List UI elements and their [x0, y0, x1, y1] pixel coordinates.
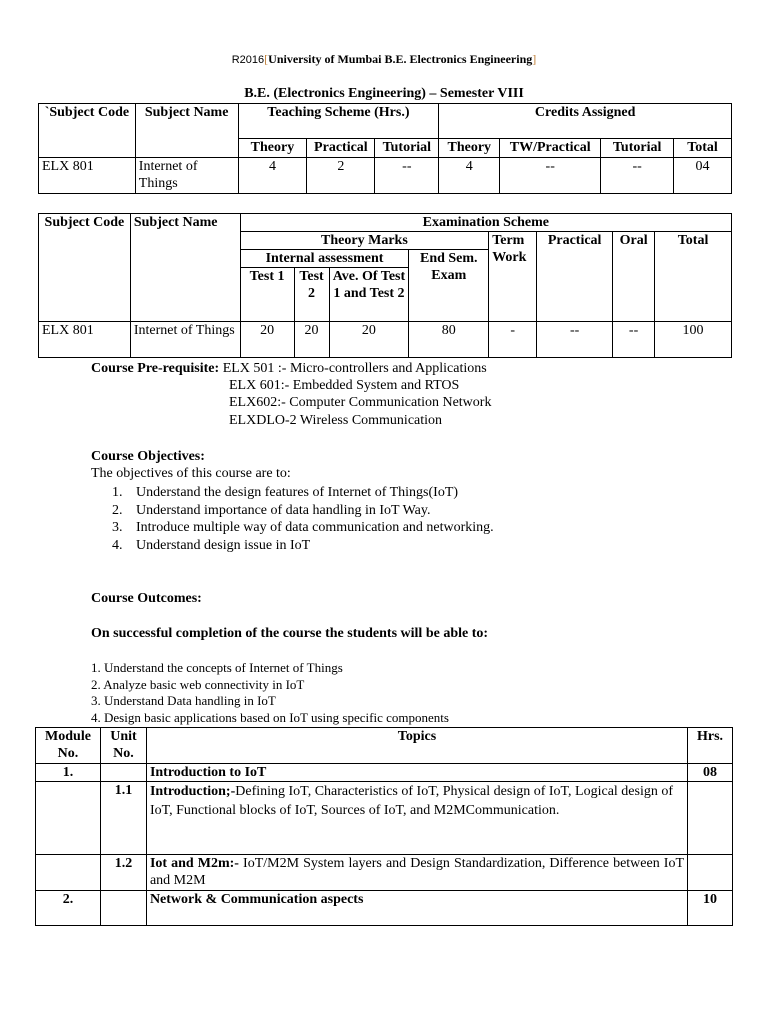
- table-cell: --: [537, 322, 613, 358]
- table-row: [36, 855, 733, 891]
- module-number: 1.: [36, 764, 101, 782]
- objectives-intro: The objectives of this course are to:: [91, 466, 291, 481]
- prerequisite-item: ELX 501 :- Micro-controllers and Applications: [222, 361, 487, 376]
- table-row: [36, 764, 733, 782]
- credits-total-header: Total: [674, 139, 732, 158]
- credits-theory-header: Theory: [439, 139, 500, 158]
- teaching-scheme-table: [38, 103, 732, 194]
- prerequisite-line: [91, 360, 487, 378]
- table-cell: --: [500, 158, 601, 194]
- teaching-tutorial-header: Tutorial: [375, 139, 439, 158]
- list-item: 3. Introduce multiple way of data communication and networking.: [112, 520, 494, 536]
- table-cell: 20: [294, 322, 329, 358]
- outcomes-lead: On successful completion of the course the students will be able to:: [91, 626, 489, 641]
- table-row: [36, 782, 733, 855]
- end-sem-exam-header: End Sem. Exam: [409, 250, 489, 322]
- module-number: 2.: [36, 891, 101, 926]
- subject-name-header: Subject Name: [130, 214, 240, 322]
- table-cell: --: [601, 158, 674, 194]
- university-name: University of Mumbai B.E. Electronics Engineering: [268, 52, 533, 66]
- list-item: 4. Design basic applications based on IoT using specific components: [91, 709, 449, 725]
- module-hours: 10: [688, 891, 733, 926]
- module-hours: 08: [688, 764, 733, 782]
- unit-topics: Introduction;-Defining IoT, Characteristics of IoT, Physical design of IoT, Logical design of IoT, Functional blocks of IoT, Sources of IoT, and M2MCommunication.: [146, 782, 687, 855]
- unit-number: 1.2: [100, 855, 146, 891]
- page-header: R2016[University of Mumbai B.E. Electronics Engineering]: [231, 52, 537, 66]
- hrs-header: Hrs.: [688, 728, 733, 764]
- term-work-header: Term Work: [489, 232, 537, 322]
- test-2-header: Test 2: [294, 268, 329, 322]
- unit-hours: [688, 855, 733, 891]
- table-cell: Internet of Things: [130, 322, 240, 358]
- outcomes-title: Course Outcomes:: [91, 591, 202, 606]
- list-item: 2. Analyze basic web connectivity in IoT: [91, 676, 305, 692]
- table-cell: 20: [329, 322, 409, 358]
- subject-code-header: Subject Code: [39, 214, 131, 322]
- semester-title: B.E. (Electronics Engineering) – Semester VIII: [244, 86, 524, 101]
- prerequisite-item: ELX602:- Computer Communication Network: [229, 395, 492, 410]
- table-cell: --: [375, 158, 439, 194]
- examination-scheme-table: [38, 213, 732, 358]
- total-header: Total: [655, 232, 732, 322]
- module-number: [36, 782, 101, 855]
- table-cell: ELX 801: [39, 158, 136, 194]
- average-header: Ave. Of Test 1 and Test 2: [329, 268, 409, 322]
- module-table: [35, 727, 733, 926]
- list-item: 3. Understand Data handling in IoT: [91, 693, 276, 708]
- table-cell: 20: [240, 322, 294, 358]
- list-item: 2. Understand importance of data handling in IoT Way.: [112, 502, 431, 518]
- table-row: [39, 158, 732, 194]
- unit-hours: [688, 782, 733, 855]
- unit-number: [100, 891, 146, 926]
- teaching-scheme-header: Teaching Scheme (Hrs.): [238, 104, 439, 139]
- prerequisite-item: ELXDLO-2 Wireless Communication: [229, 413, 443, 428]
- examination-scheme-header: Examination Scheme: [240, 214, 731, 232]
- table-cell: ELX 801: [39, 322, 131, 358]
- topics-header: Topics: [146, 728, 687, 764]
- oral-header: Oral: [613, 232, 655, 322]
- table-cell: 2: [307, 158, 375, 194]
- table-cell: --: [613, 322, 655, 358]
- objectives-title: Course Objectives:: [91, 449, 205, 464]
- test-1-header: Test 1: [240, 268, 294, 322]
- credits-assigned-header: Credits Assigned: [439, 104, 732, 139]
- credits-tw-practical-header: TW/Practical: [500, 139, 601, 158]
- teaching-practical-header: Practical: [307, 139, 375, 158]
- subject-code-header: `Subject Code: [39, 104, 136, 158]
- module-title: Network & Communication aspects: [146, 891, 687, 926]
- objectives-list: [112, 484, 494, 554]
- teaching-theory-header: Theory: [238, 139, 307, 158]
- theory-marks-header: Theory Marks: [240, 232, 489, 250]
- module-title: Introduction to IoT: [146, 764, 687, 782]
- credits-tutorial-header: Tutorial: [601, 139, 674, 158]
- table-cell: Internet of Things: [135, 158, 238, 194]
- unit-no-header: Unit No.: [100, 728, 146, 764]
- module-number: [36, 855, 101, 891]
- table-cell: -: [489, 322, 537, 358]
- prerequisite-item: ELX 601:- Embedded System and RTOS: [229, 378, 460, 393]
- table-cell: 80: [409, 322, 489, 358]
- syllabus-code: R2016: [231, 54, 265, 66]
- unit-topics: Iot and M2m:- IoT/M2M System layers and Design Standardization, Difference between IoT and M2M: [146, 855, 687, 891]
- outcomes-list: [91, 660, 449, 726]
- list-item: 1. Understand the design features of Internet of Things(IoT): [112, 485, 459, 500]
- table-cell: 04: [674, 158, 732, 194]
- unit-number: [100, 764, 146, 782]
- table-cell: 100: [655, 322, 732, 358]
- subject-name-header: Subject Name: [135, 104, 238, 158]
- table-row: [39, 322, 732, 358]
- list-item: 1. Understand the concepts of Internet of Things: [91, 660, 343, 675]
- table-row: [36, 891, 733, 926]
- internal-assessment-header: Internal assessment: [240, 250, 409, 268]
- table-cell: 4: [238, 158, 307, 194]
- module-no-header: Module No.: [36, 728, 101, 764]
- prerequisite-label: Course Pre-requisite:: [91, 361, 220, 376]
- table-cell: 4: [439, 158, 500, 194]
- list-item: 4. Understand design issue in IoT: [112, 537, 311, 553]
- unit-number: 1.1: [100, 782, 146, 855]
- practical-header: Practical: [537, 232, 613, 322]
